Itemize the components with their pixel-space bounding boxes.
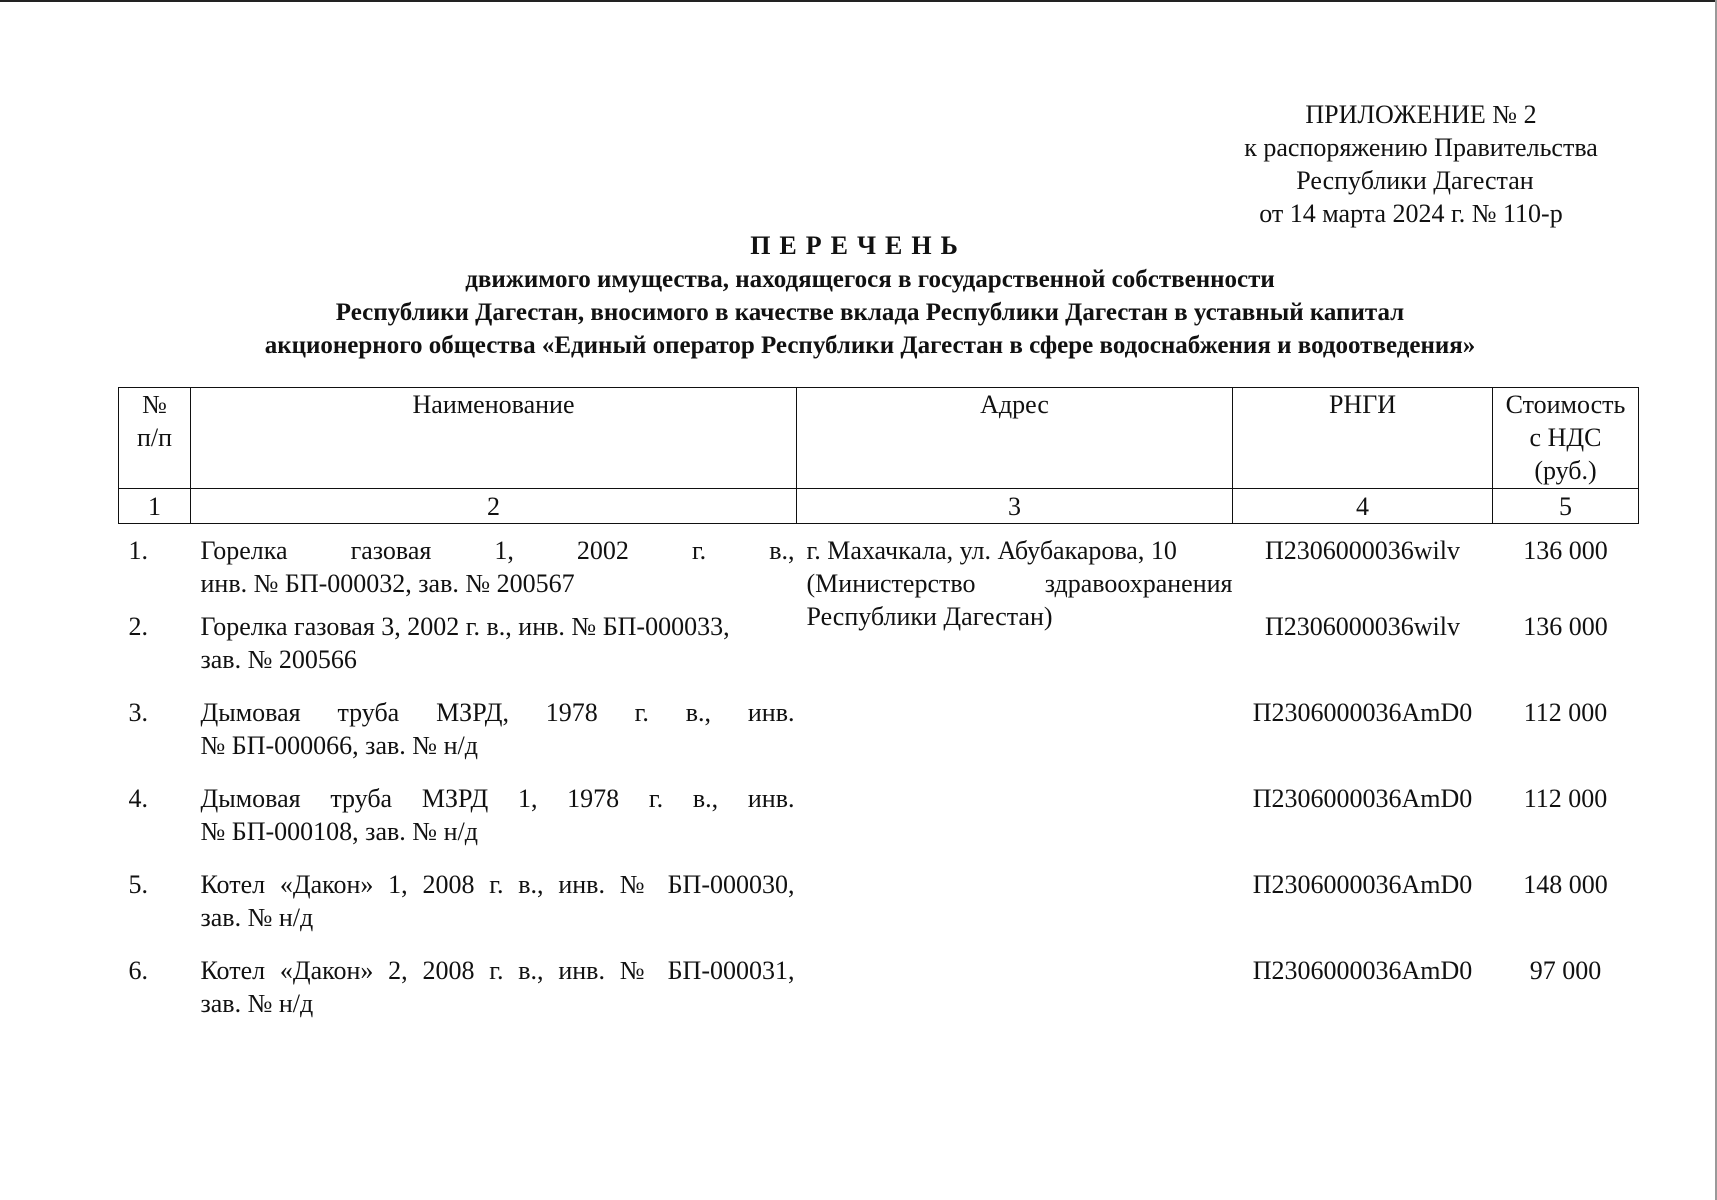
table-row: [119, 696, 1639, 782]
table-header-row: [119, 388, 1639, 489]
row-rngi: П2306000036wilv: [1265, 536, 1460, 565]
table-row: [119, 524, 1639, 611]
row-number: 4.: [128, 784, 148, 813]
table-row: [119, 868, 1639, 954]
row-cost: 112 000: [1523, 698, 1608, 727]
row-rngi: П2306000036AmD0: [1252, 870, 1473, 899]
row-cost: 148 000: [1523, 870, 1608, 899]
row-name: Горелка газовая 1, 2002 г. в., инв. № БП-000032, зав. № 200567: [200, 536, 795, 598]
subtitle-line-1: движимого имущества, находящегося в государственной собственности: [465, 266, 1275, 293]
header-num: № п/п: [119, 388, 191, 489]
row-address-empty: [797, 954, 1233, 1040]
scan-edge-top: [0, 0, 1717, 2]
column-number: 3: [797, 489, 1233, 524]
row-rngi: П2306000036AmD0: [1252, 784, 1473, 813]
subtitle-line-3: акционерного общества «Единый оператор Республики Дагестан в сфере водоснабжения и водоотведения»: [264, 332, 1476, 359]
table-row: [119, 782, 1639, 868]
row-name: Дымовая труба МЗРД 1, 1978 г. в., инв. № БП-000108, зав. № н/д: [200, 784, 795, 846]
row-cost: 136 000: [1523, 612, 1608, 641]
row-cost: 97 000: [1529, 956, 1602, 985]
row-address-empty: [797, 868, 1233, 954]
row-address-empty: [797, 782, 1233, 868]
row-cost: 112 000: [1523, 784, 1608, 813]
header-name: Наименование: [191, 388, 797, 489]
appendix-government: Республики Дагестан: [1296, 166, 1534, 195]
row-number: 1.: [128, 536, 148, 565]
appendix-date: от 14 марта 2024 г. № 110-р: [1259, 199, 1563, 228]
column-number: 1: [119, 489, 191, 524]
header-address: Адрес: [797, 388, 1233, 489]
row-number: 2.: [128, 612, 148, 641]
row-number: 6.: [128, 956, 148, 985]
row-number: 5.: [128, 870, 148, 899]
document-title: ПЕРЕЧЕНЬ: [750, 231, 967, 260]
appendix-reference: к распоряжению Правительства: [1244, 133, 1598, 162]
appendix-number: ПРИЛОЖЕНИЕ № 2: [1305, 100, 1537, 129]
property-table: [118, 387, 1639, 1040]
row-cost: 136 000: [1523, 536, 1608, 565]
column-number-row: [119, 489, 1639, 524]
row-name: Горелка газовая 3, 2002 г. в., инв. № БП-000033, зав. № 200566: [200, 612, 730, 674]
row-address-empty: [797, 696, 1233, 782]
appendix-block: [1150, 98, 1630, 230]
row-number: 3.: [128, 698, 148, 727]
row-name: Дымовая труба МЗРД, 1978 г. в., инв. № БП-000066, зав. № н/д: [200, 698, 795, 760]
row-address: г. Махачкала, ул. Абубакарова, 10 (Министерство здравоохранения Республики Дагестан): [806, 536, 1233, 631]
document-subtitle: [80, 263, 1660, 362]
row-rngi: П2306000036AmD0: [1252, 698, 1473, 727]
header-rngi: РНГИ: [1233, 388, 1493, 489]
row-rngi: П2306000036wilv: [1265, 612, 1460, 641]
subtitle-line-2: Республики Дагестан, вносимого в качестве вклада Республики Дагестан в уставный капитал: [335, 299, 1405, 326]
table-row: [119, 954, 1639, 1040]
column-number: 4: [1233, 489, 1493, 524]
column-number: 5: [1493, 489, 1639, 524]
row-name: Котел «Дакон» 1, 2008 г. в., инв. № БП-000030, зав. № н/д: [200, 870, 795, 932]
row-name: Котел «Дакон» 2, 2008 г. в., инв. № БП-000031, зав. № н/д: [200, 956, 795, 1018]
header-cost: Стоимость с НДС (руб.): [1493, 388, 1639, 489]
column-number: 2: [191, 489, 797, 524]
row-rngi: П2306000036AmD0: [1252, 956, 1473, 985]
